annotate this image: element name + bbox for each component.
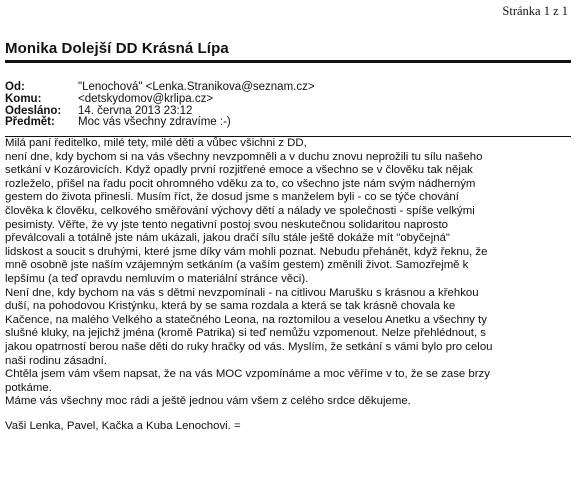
body-line: potkáme. bbox=[5, 381, 52, 394]
body-line: lidskost a soucit s druhými, které jsme díky vám mohli poznat. Nebudu přehánět, když řeknu, že bbox=[5, 245, 488, 258]
to-value: <detskydomov@krlipa.cz> bbox=[78, 92, 214, 105]
body-line: není dne, kdy bychom si na vás všechny nevzpomněli a v duchu znovu neprožili tu sílu našeho bbox=[5, 150, 483, 163]
sent-label: Odesláno: bbox=[5, 104, 62, 117]
blank-line bbox=[5, 409, 571, 420]
body-line: jakou opatrností berou naše děti do ruky hračky od vás. Myslím, že setkání s vámi bylo pro celou bbox=[5, 340, 493, 353]
body-line: Chtěla jsem vám všem napsat, že na vás MOC vzpomínáme a moc věříme v to, že se zase brzy bbox=[5, 368, 490, 381]
subject-label: Předmět: bbox=[5, 116, 55, 129]
mailbox-owner-title: Monika Dolejší DD Krásná Lípa bbox=[5, 40, 229, 57]
from-value: "Lenochová" <Lenka.Stranikova@seznam.cz> bbox=[78, 81, 315, 93]
body-line: člověka k člověku, celkového směřování výchovy dětí a nálady ve společnosti - spíše velkými bbox=[5, 204, 475, 217]
email-header-fields bbox=[5, 82, 315, 129]
body-line: převálcovali a totálně jste nám ukázali, jakou dračí sílu stále ještě dokáže mít "obyčejná" bbox=[5, 232, 450, 245]
body-line: slušné kluky, na jejichž jména (kromě Patrika) si teď nemůžu vzpomenout. Nelze přehlédnout, s bbox=[5, 327, 486, 340]
body-line: mně osobně jste naším vzájemným setkáním (a vaším gestem) změnili život. Samozřejmě k bbox=[5, 259, 469, 272]
from-label: Od: bbox=[5, 81, 25, 93]
body-line: Není dne, kdy bychom na vás s dětmi nevzpomínali - na citlivou Marušku s krásnou a křehkou bbox=[5, 286, 479, 299]
body-line: Milá paní ředitelko, milé tety, milé děti a vůbec všichni z DD, bbox=[5, 137, 307, 149]
page-number: Stránka 1 z 1 bbox=[502, 4, 568, 18]
body-line: gestem do života přinesli. Musím říct, že dosud jsme s manželem byli - co se týče chování bbox=[5, 191, 459, 204]
body-line: naši rodinu zásadní. bbox=[5, 354, 107, 367]
body-line: Kačence, na malého Velkého a statečného Leona, na roztomilou a veselou Anetku a všechny ty bbox=[5, 313, 487, 326]
sent-value: 14. června 2013 23:12 bbox=[78, 104, 193, 117]
body-line: setkání v Kozárovicích. Když opadly první rozjitřené emoce a všechno se v člověku tak nějak bbox=[5, 164, 473, 177]
body-line: Máme vás všechny moc rádi a ještě jednou vám všem z celého srdce děkujeme. bbox=[5, 395, 411, 408]
to-label: Komu: bbox=[5, 92, 42, 105]
body-line: duší, na pohodovou Kristýnku, která by se sama rozdala a která se tak krásně chovala ke bbox=[5, 300, 456, 313]
signature-line: Vaši Lenka, Pavel, Kačka a Kuba Lenochovi. = bbox=[5, 419, 241, 432]
body-line: lepšímu (a teď opravdu nemluvím o materiální stránce věci). bbox=[5, 272, 309, 285]
subject-value: Moc vás všechny zdravíme :-) bbox=[78, 116, 231, 129]
subject-row bbox=[5, 117, 315, 129]
body-line: rozleželo, přišel na řadu pocit ohromného vděku za to, co všechno jste nám svým nádherným bbox=[5, 177, 476, 190]
body-line: pesimisty. Věřte, že vy jste tento negativní postoj svou neskutečnou solidaritou naprosto bbox=[5, 218, 448, 231]
email-body bbox=[5, 137, 571, 433]
header-divider bbox=[5, 60, 571, 63]
to-row bbox=[5, 94, 315, 106]
